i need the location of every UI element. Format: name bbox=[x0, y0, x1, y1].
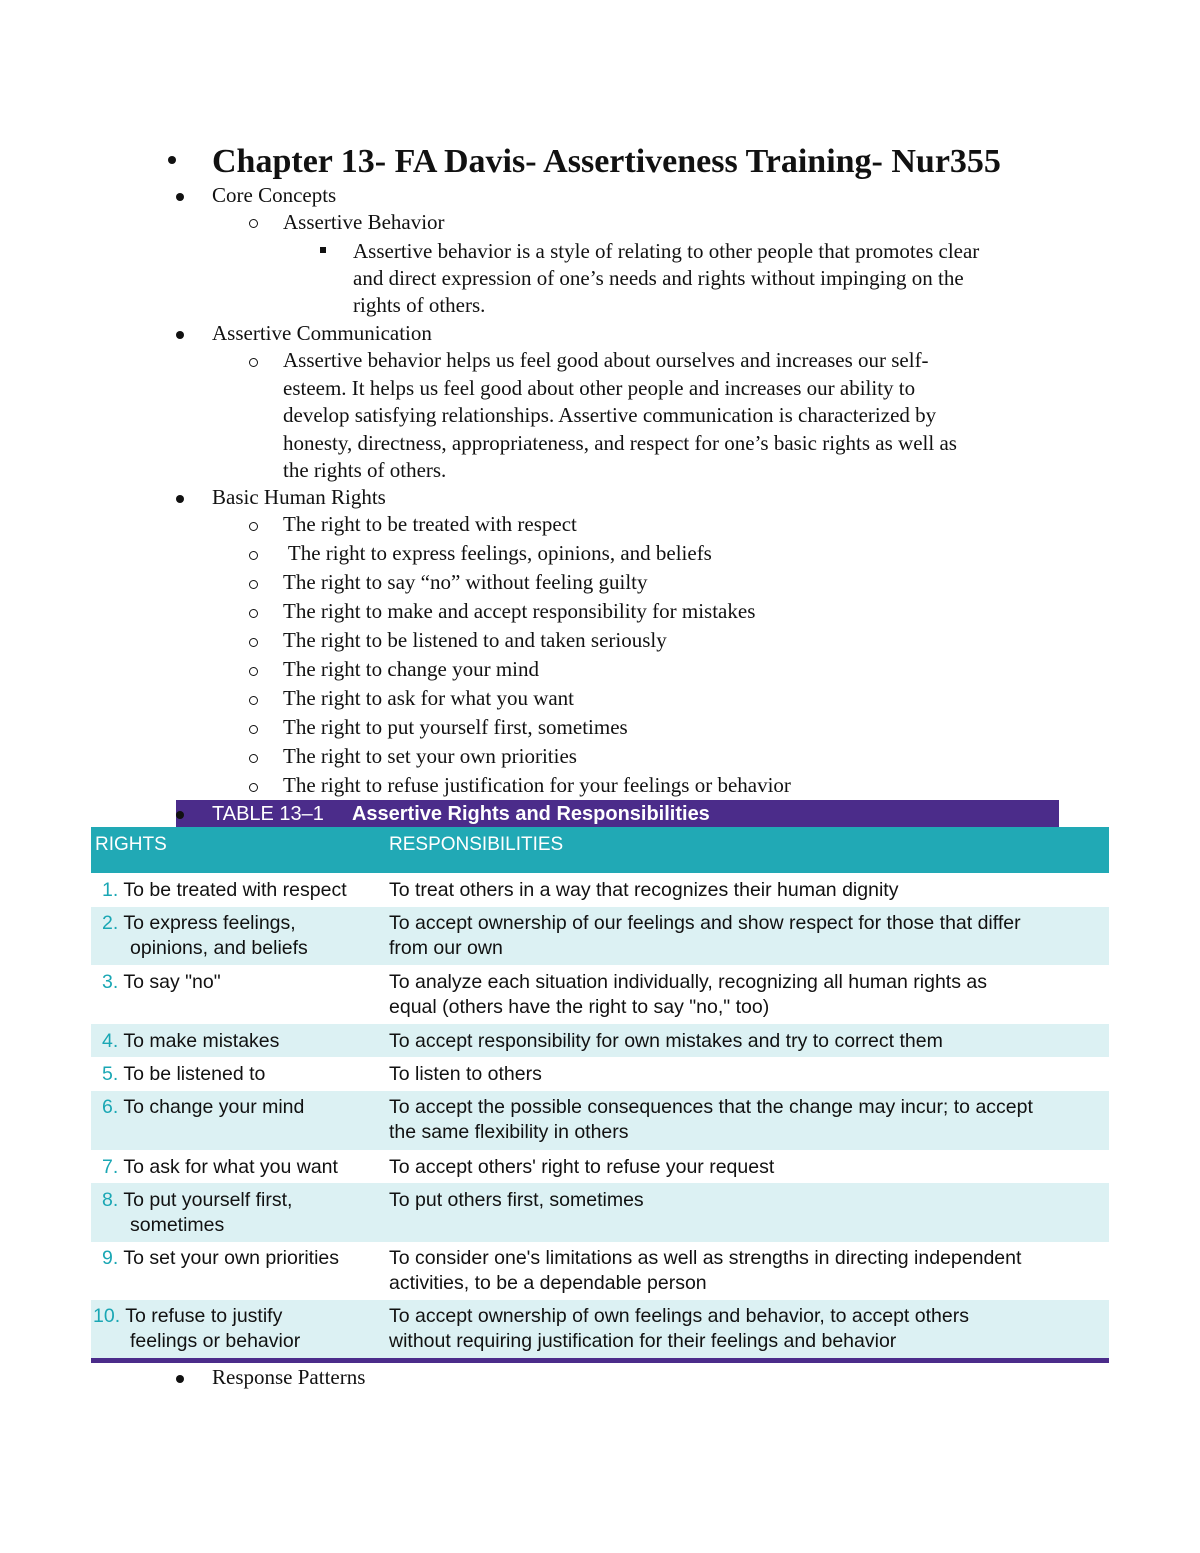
table-header bbox=[91, 827, 1109, 873]
bullet-ring bbox=[249, 358, 258, 367]
bullet-ring bbox=[249, 725, 258, 734]
communication-line: Assertive behavior helps us feel good about ourselves and increases our self- bbox=[283, 348, 929, 372]
responsibility-cell: To accept the possible consequences that the change may incur; to accept the same flexibility in others bbox=[389, 1096, 1033, 1143]
bullet-ring bbox=[249, 783, 258, 792]
definition-line: rights of others. bbox=[353, 293, 486, 317]
rights-cell: 10. To refuse to justify feelings or behavior bbox=[93, 1305, 301, 1352]
right-item: The right to put yourself first, sometimes bbox=[283, 715, 628, 739]
rights-cell: 4. To make mistakes bbox=[102, 1030, 280, 1052]
right-item: The right to be listened to and taken seriously bbox=[283, 628, 667, 652]
definition-line: Assertive behavior is a style of relating to other people that promotes clear bbox=[353, 239, 980, 263]
rights-cell: 8. To put yourself first, sometimes bbox=[102, 1189, 293, 1236]
communication-line: the rights of others. bbox=[283, 458, 447, 482]
rights-cell: 1. To be treated with respect bbox=[102, 879, 347, 901]
heading-basic-human-rights: Basic Human Rights bbox=[212, 485, 386, 509]
responsibility-cell: To accept others' right to refuse your request bbox=[389, 1156, 775, 1178]
table-title bbox=[212, 801, 710, 827]
column-header-rights: RIGHTS bbox=[95, 834, 167, 855]
bullet-ring bbox=[249, 667, 258, 676]
responsibility-cell: To accept ownership of own feelings and behavior, to accept others without requiring justification for their feelings and behavior bbox=[389, 1305, 969, 1352]
rights-cell: 2. To express feelings, opinions, and beliefs bbox=[102, 912, 308, 959]
bullet-dot bbox=[168, 156, 176, 164]
right-item: The right to change your mind bbox=[283, 657, 540, 681]
bullet-dot bbox=[176, 193, 184, 201]
table-bottom-rule bbox=[91, 1358, 1109, 1363]
table-number: TABLE 13–1 bbox=[212, 803, 324, 825]
rights-cell: 3. To say "no" bbox=[102, 971, 221, 993]
definition-line: and direct expression of one’s needs and rights without impinging on the bbox=[353, 266, 964, 290]
right-item: The right to ask for what you want bbox=[283, 686, 575, 710]
rights-cell: 9. To set your own priorities bbox=[102, 1247, 340, 1269]
bullet-dot bbox=[176, 1375, 184, 1383]
bullet-dot bbox=[176, 331, 184, 339]
heading-core-concepts: Core Concepts bbox=[212, 183, 337, 207]
bullet-ring bbox=[249, 638, 258, 647]
subheading-assertive-behavior: Assertive Behavior bbox=[283, 210, 445, 234]
communication-line: esteem. It helps us feel good about other people and increases our ability to bbox=[283, 376, 916, 400]
responsibility-cell: To treat others in a way that recognizes their human dignity bbox=[389, 879, 899, 901]
responsibility-cell: To accept responsibility for own mistakes and try to correct them bbox=[389, 1030, 943, 1052]
bullet-ring bbox=[249, 522, 258, 531]
rights-cell: 5. To be listened to bbox=[102, 1063, 266, 1085]
right-item: The right to be treated with respect bbox=[283, 512, 577, 536]
heading-response-patterns: Response Patterns bbox=[212, 1365, 366, 1389]
column-header-responsibilities: RESPONSIBILITIES bbox=[389, 834, 564, 855]
right-item: The right to set your own priorities bbox=[283, 744, 577, 768]
right-item: The right to say “no” without feeling guilty bbox=[283, 570, 648, 594]
bullet-ring bbox=[249, 754, 258, 763]
bullet-ring bbox=[249, 580, 258, 589]
bullet-ring bbox=[249, 696, 258, 705]
responsibility-cell: To accept ownership of our feelings and show respect for those that differ from our own bbox=[389, 912, 1021, 959]
document-title: Chapter 13- FA Davis- Assertiveness Training- Nur355 bbox=[212, 143, 1001, 180]
right-item: The right to make and accept responsibility for mistakes bbox=[283, 599, 756, 623]
right-item: The right to refuse justification for your feelings or behavior bbox=[283, 773, 791, 797]
bullet-square bbox=[320, 247, 326, 253]
responsibility-cell: To analyze each situation individually, recognizing all human rights as equal (others have the right to say "no," too) bbox=[389, 971, 987, 1018]
rights-cell: 6. To change your mind bbox=[102, 1096, 305, 1118]
bullet-ring bbox=[249, 609, 258, 618]
bullet-ring bbox=[249, 219, 258, 228]
bullet-dot bbox=[176, 495, 184, 503]
responsibility-cell: To consider one's limitations as well as strengths in directing independent activities, to be a dependable person bbox=[389, 1247, 1022, 1294]
rights-cell: 7. To ask for what you want bbox=[102, 1156, 338, 1178]
right-item: The right to express feelings, opinions, and beliefs bbox=[283, 541, 712, 565]
communication-line: develop satisfying relationships. Assertive communication is characterized by bbox=[283, 403, 937, 427]
responsibility-cell: To put others first, sometimes bbox=[389, 1189, 644, 1211]
heading-assertive-communication: Assertive Communication bbox=[212, 321, 432, 345]
bullet-ring bbox=[249, 551, 258, 560]
responsibility-cell: To listen to others bbox=[389, 1063, 542, 1085]
table-name: Assertive Rights and Responsibilities bbox=[351, 803, 710, 825]
communication-line: honesty, directness, appropriateness, and respect for one’s basic rights as well as bbox=[283, 431, 957, 455]
bullet-dot bbox=[176, 811, 184, 819]
